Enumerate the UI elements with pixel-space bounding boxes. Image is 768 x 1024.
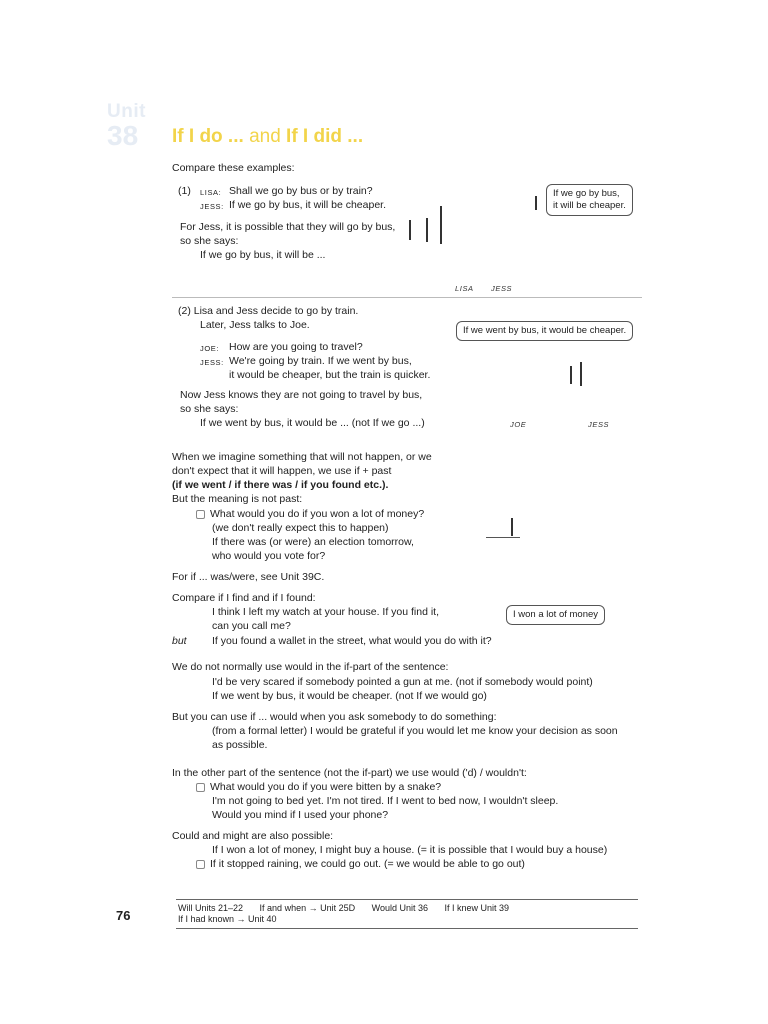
see-also: For if ... was/were, see Unit 39C. <box>172 571 325 583</box>
example-sentence: I think I left my watch at your house. If you find it, <box>212 606 440 618</box>
figure-sketch <box>511 518 513 536</box>
example-sentence: If we went by bus, it would be ... (not If we go ...) <box>200 417 425 429</box>
example-sentence: If there was (or were) an election tomorrow, <box>212 536 414 548</box>
speech-bubble <box>546 184 633 216</box>
figure-sketch <box>486 537 520 538</box>
example-bullet <box>196 780 441 794</box>
footer-ref: If I knew Unit 39 <box>444 903 510 913</box>
footer-row <box>178 914 638 925</box>
page-number: 76 <box>116 908 131 923</box>
paragraph-line: Could and might are also possible: <box>172 830 334 842</box>
example-sentence: as possible. <box>212 739 268 751</box>
speech-bubble: If we went by bus, it would be cheaper. <box>456 321 633 341</box>
explanation-line: so she says: <box>180 403 239 415</box>
speech-bubble: I won a lot of money <box>506 605 605 625</box>
jess-line: If we go by bus, it will be cheaper. <box>229 199 387 211</box>
paragraph-line: But you can use if ... would when you ask somebody to do something: <box>172 711 497 723</box>
title-and: and <box>249 126 281 147</box>
paragraph-line: We do not normally use would in the if-part of the sentence: <box>172 661 449 673</box>
example-sentence: (from a formal letter) I would be grateful if you would let me know your decision as soon <box>212 725 618 737</box>
bullet-box-icon <box>196 510 205 519</box>
figure-label-joe: JOE <box>510 420 527 429</box>
example-sentence: If it stopped raining, we could go out. (= we would be able to go out) <box>210 858 525 870</box>
footer-ref: If I had known → Unit 40 <box>178 914 277 924</box>
unit-label: Unit <box>107 101 146 122</box>
speaker-lisa: LISA: <box>200 188 222 197</box>
example-sentence: If you found a wallet in the street, what would you do with it? <box>212 635 492 647</box>
figure-sketch <box>409 220 411 240</box>
page-title <box>172 126 363 148</box>
example-sentence: Would you mind if I used your phone? <box>212 809 389 821</box>
example-bullet <box>196 857 525 871</box>
section-b-intro: Later, Jess talks to Joe. <box>200 319 310 331</box>
explanation-line: For Jess, it is possible that they will go by bus, <box>180 221 396 233</box>
footer-row <box>178 903 638 914</box>
example-bullet <box>196 507 424 521</box>
cross-reference-footer <box>176 899 638 929</box>
bullet-box-icon <box>196 860 205 869</box>
example-sentence: What would you do if you won a lot of money? <box>210 508 425 520</box>
example-sentence: If we went by bus, it would be cheaper. (not If we would go) <box>212 690 487 702</box>
example-sentence: I'd be very scared if somebody pointed a gun at me. (not if somebody would point) <box>212 676 593 688</box>
footer-ref: If and when → Unit 25D <box>259 903 356 913</box>
figure-label-lisa: LISA <box>455 284 474 293</box>
bubble-line: it will be cheaper. <box>553 200 626 211</box>
section-b-intro: (2) Lisa and Jess decide to go by train. <box>178 305 359 317</box>
section-divider <box>172 297 642 298</box>
example-sentence: who would you vote for? <box>212 550 326 562</box>
section-a-number: (1) <box>178 185 191 197</box>
paragraph-line: (if we went / if there was / if you found etc.). <box>172 479 389 491</box>
example-sentence: If I won a lot of money, I might buy a house. (= it is possible that I would buy a house) <box>212 844 608 856</box>
example-sentence: can you call me? <box>212 620 291 632</box>
example-sentence: If we go by bus, it will be ... <box>200 249 326 261</box>
figure-label-jess: JESS <box>491 284 513 293</box>
jess-line: it would be cheaper, but the train is quicker. <box>229 369 431 381</box>
paragraph-line: When we imagine something that will not happen, or we <box>172 451 432 463</box>
title-part1: If I do ... <box>172 126 244 147</box>
figure-sketch <box>426 218 428 242</box>
figure-sketch <box>570 366 572 384</box>
joe-line: How are you going to travel? <box>229 341 363 353</box>
paragraph-line: But the meaning is not past: <box>172 493 303 505</box>
explanation-line: so she says: <box>180 235 239 247</box>
example-note: (we don't really expect this to happen) <box>212 522 389 534</box>
speaker-jess: JESS: <box>200 202 224 211</box>
footer-ref: Will Units 21–22 <box>178 903 244 913</box>
compare-line: Compare if I find and if I found: <box>172 592 316 604</box>
figure-label-jess: JESS <box>588 420 610 429</box>
footer-ref: Would Unit 36 <box>371 903 428 913</box>
paragraph-line: In the other part of the sentence (not the if-part) we use would ('d) / wouldn't: <box>172 767 527 779</box>
lisa-line: Shall we go by bus or by train? <box>229 185 373 197</box>
bullet-box-icon <box>196 783 205 792</box>
paragraph-line: don't expect that it will happen, we use if + past <box>172 465 392 477</box>
example-sentence: I'm not going to bed yet. I'm not tired. If I went to bed now, I wouldn't sleep. <box>212 795 559 807</box>
contrast-word: but <box>172 635 187 647</box>
title-part2: If I did ... <box>286 126 364 147</box>
figure-sketch <box>535 196 537 210</box>
bubble-line: If we go by bus, <box>553 188 620 199</box>
figure-sketch <box>440 206 442 244</box>
figure-sketch <box>580 362 582 386</box>
speaker-jess: JESS: <box>200 358 224 367</box>
jess-line: We're going by train. If we went by bus, <box>229 355 412 367</box>
example-sentence: What would you do if you were bitten by a snake? <box>210 781 442 793</box>
explanation-line: Now Jess knows they are not going to travel by bus, <box>180 389 423 401</box>
unit-number: 38 <box>107 120 139 151</box>
speaker-joe: JOE: <box>200 344 220 353</box>
intro-text: Compare these examples: <box>172 162 295 174</box>
